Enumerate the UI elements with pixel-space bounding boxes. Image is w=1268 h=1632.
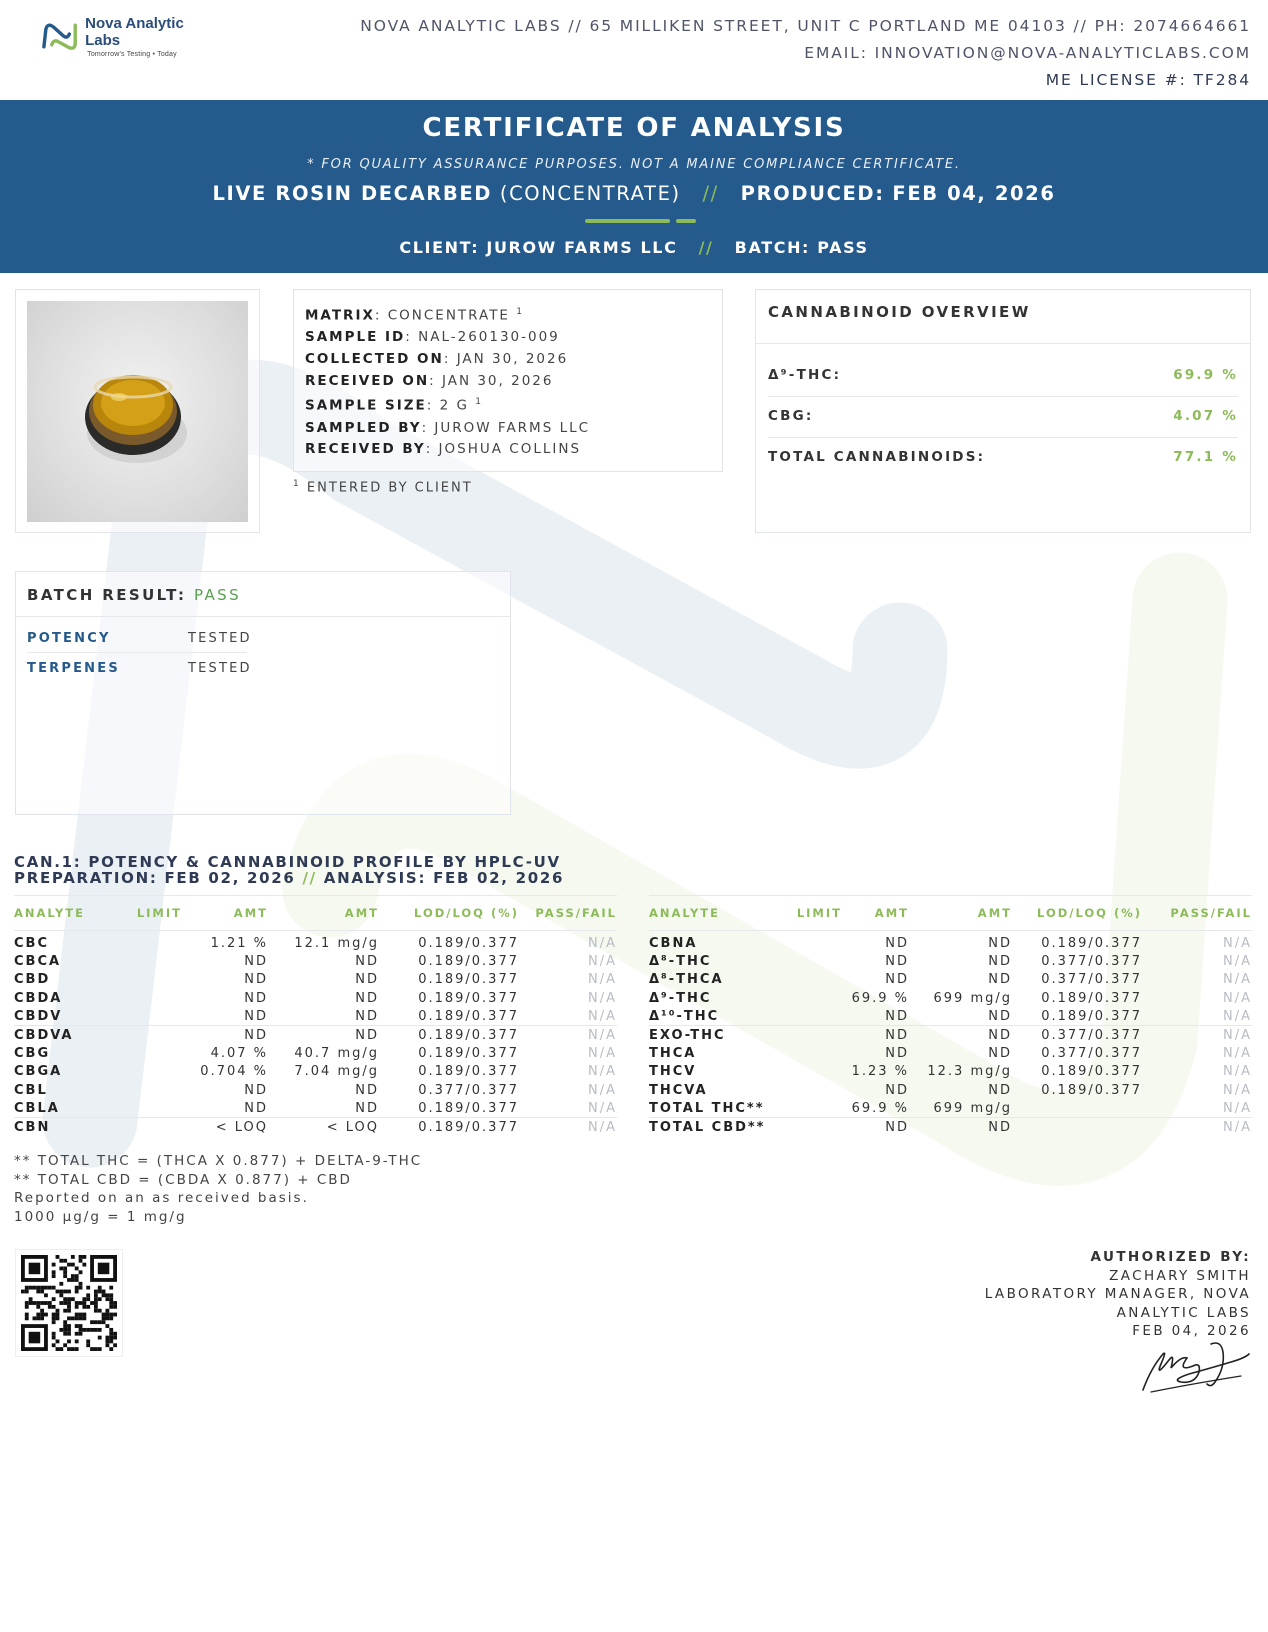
amt-mg-cell: ND	[909, 1026, 1012, 1044]
batch-result-title: BATCH RESULT: PASS	[27, 586, 241, 604]
table-row	[649, 1081, 1252, 1099]
amt-mg-cell: 12.1 mg/g	[294, 936, 379, 951]
analyte-cell: CBG	[14, 1045, 51, 1061]
batch-row-terpenes: TERPENES TESTED	[27, 661, 252, 676]
lodloq-cell	[1012, 1118, 1142, 1136]
limit-cell	[774, 1118, 842, 1136]
amt-pct-cell: ND	[244, 953, 268, 969]
col-analyte: ANALYTE	[649, 896, 774, 931]
passfail-cell: N/A	[1223, 1045, 1252, 1061]
limit-cell	[774, 1100, 842, 1118]
amt-mg-cell: 12.3 mg/g	[927, 1064, 1012, 1080]
table-row	[649, 1007, 1252, 1025]
table-row	[649, 1044, 1252, 1062]
limit-cell	[774, 1063, 842, 1081]
lodloq-cell: 0.189/0.377	[418, 1045, 519, 1061]
passfail-cell: N/A	[1223, 972, 1252, 988]
amt-mg-cell: ND	[355, 990, 379, 1006]
sample-row-received-on: RECEIVED ON: JAN 30, 2026	[305, 372, 554, 389]
amt-pct-cell: ND	[182, 1026, 268, 1044]
passfail-cell: N/A	[588, 972, 617, 988]
sample-photo	[27, 301, 248, 522]
passfail-cell: N/A	[588, 1082, 617, 1098]
limit-cell	[124, 970, 182, 988]
col-amt-mg: AMT	[268, 896, 379, 931]
certificate-disclaimer: * FOR QUALITY ASSURANCE PURPOSES. NOT A MAINE COMPLIANCE CERTIFICATE.	[307, 157, 961, 172]
qr-code-icon	[21, 1255, 117, 1351]
amt-pct-cell: 69.9 %	[851, 990, 909, 1006]
amt-pct-cell: ND	[885, 1008, 909, 1024]
lodloq-cell	[1012, 1100, 1142, 1118]
authorizer-name: ZACHARY SMITH	[1109, 1267, 1251, 1284]
sample-photo-card	[15, 289, 260, 533]
client-label: CLIENT:	[399, 238, 480, 257]
sample-row-id: SAMPLE ID: NAL-260130-009	[305, 329, 560, 346]
amt-pct-cell: 1.23 %	[851, 1064, 909, 1080]
col-limit: LIMIT	[124, 896, 182, 931]
limit-cell	[124, 1026, 182, 1044]
analyte-cell: CBD	[14, 972, 51, 988]
analyte-cell: CBNA	[649, 936, 698, 951]
analyte-cell: THCV	[649, 1064, 697, 1080]
col-lodloq: LOD/LOQ (%)	[379, 896, 519, 931]
product-line	[0, 182, 1268, 205]
note-total-cbd: ** TOTAL CBD = (CBDA X 0.877) + CBD	[14, 1171, 352, 1188]
batch-row-potency: POTENCY TESTED	[27, 623, 247, 653]
lodloq-cell: 0.189/0.377	[1041, 1008, 1142, 1024]
amt-pct-cell: 0.704 %	[200, 1064, 268, 1080]
authorization-block	[985, 1248, 1251, 1341]
analyte-cell: CBC	[14, 936, 49, 951]
lodloq-cell: 0.189/0.377	[379, 1118, 519, 1136]
sample-row-received-by: RECEIVED BY: JOSHUA COLLINS	[305, 441, 582, 458]
amt-mg-cell: 699 mg/g	[933, 990, 1012, 1006]
logo-mark-icon	[40, 19, 79, 53]
analyte-cell: CBDV	[14, 1008, 63, 1024]
passfail-cell: N/A	[588, 1008, 617, 1024]
limit-cell	[124, 989, 182, 1007]
overview-row-d9thc: Δ⁹-THC: 69.9 %	[768, 356, 1238, 397]
potency-table-right	[649, 895, 1252, 1136]
amt-pct-cell: ND	[885, 972, 909, 988]
lodloq-cell: 0.377/0.377	[1041, 1045, 1142, 1061]
col-amt-pct: AMT	[182, 896, 268, 931]
lodloq-cell: 0.189/0.377	[379, 1026, 519, 1044]
lab-email-line: EMAIL: INNOVATION@NOVA-ANALYTICLABS.COM	[804, 44, 1251, 62]
limit-cell	[124, 1063, 182, 1081]
table-row	[14, 1026, 617, 1044]
table-row	[649, 1063, 1252, 1081]
lab-license-line: ME LICENSE #: TF284	[1045, 71, 1251, 89]
passfail-cell: N/A	[519, 1118, 617, 1136]
amt-pct-cell: ND	[244, 1008, 268, 1024]
table-row	[649, 1026, 1252, 1044]
sample-row-size: SAMPLE SIZE: 2 G $^1$	[305, 397, 483, 414]
amt-mg-cell: ND	[988, 953, 1012, 969]
col-lodloq: LOD/LOQ (%)	[1012, 896, 1142, 931]
analyte-cell: Δ¹⁰-THC	[649, 1008, 720, 1024]
table-row	[649, 989, 1252, 1007]
table-row	[649, 1100, 1252, 1118]
analyte-cell: CBCA	[14, 953, 62, 969]
limit-cell	[774, 1007, 842, 1025]
lodloq-cell: 0.189/0.377	[1041, 990, 1142, 1006]
authorization-date: FEB 04, 2026	[1132, 1323, 1251, 1339]
table-row	[14, 1118, 617, 1136]
analyte-cell: CBL	[14, 1082, 48, 1098]
title-banner	[0, 100, 1268, 273]
table-row	[649, 1118, 1252, 1136]
table-row	[649, 970, 1252, 988]
limit-cell	[774, 931, 842, 953]
passfail-cell: N/A	[588, 1064, 617, 1080]
amt-mg-cell: ND	[355, 1082, 379, 1098]
client-line	[0, 238, 1268, 257]
limit-cell	[774, 1081, 842, 1099]
limit-cell	[124, 1007, 182, 1025]
amt-mg-cell: ND	[909, 1118, 1012, 1136]
amt-mg-cell: ND	[355, 1100, 379, 1116]
amt-pct-cell: ND	[244, 990, 268, 1006]
col-passfail: PASS/FAIL	[519, 896, 617, 931]
passfail-cell: N/A	[588, 1100, 617, 1116]
analyte-cell: CBGA	[14, 1064, 63, 1080]
amt-pct-cell: 1.21 %	[210, 936, 268, 951]
table-row	[649, 952, 1252, 970]
sample-row-sampled-by: SAMPLED BY: JUROW FARMS LLC	[305, 419, 591, 436]
amt-mg-cell: ND	[988, 972, 1012, 988]
amt-mg-cell: 40.7 mg/g	[294, 1045, 379, 1061]
table-row	[649, 931, 1252, 953]
limit-cell	[124, 931, 182, 953]
amt-mg-cell: ND	[355, 972, 379, 988]
passfail-cell: N/A	[1223, 1100, 1252, 1116]
passfail-cell: N/A	[1223, 990, 1252, 1006]
limit-cell	[774, 1044, 842, 1062]
limit-cell	[774, 1026, 842, 1044]
amt-pct-cell: ND	[885, 1045, 909, 1061]
analyte-cell: CBDA	[14, 990, 63, 1006]
product-type: (CONCENTRATE)	[499, 182, 681, 205]
col-passfail: PASS/FAIL	[1142, 896, 1252, 931]
table-row	[14, 989, 617, 1007]
limit-cell	[774, 970, 842, 988]
sample-row-collected: COLLECTED ON: JAN 30, 2026	[305, 350, 569, 367]
qr-code[interactable]	[15, 1249, 123, 1357]
analyte-cell: CBDVA	[14, 1026, 124, 1044]
table-row	[14, 1063, 617, 1081]
table-row	[14, 952, 617, 970]
amt-mg-cell: ND	[988, 1082, 1012, 1098]
limit-cell	[124, 1118, 182, 1136]
company-logo	[40, 14, 220, 58]
potency-notes	[14, 1152, 422, 1226]
lodloq-cell: 0.377/0.377	[1041, 953, 1142, 969]
amt-mg-cell: ND	[988, 1008, 1012, 1024]
col-analyte: ANALYTE	[14, 896, 124, 931]
analyte-cell: THCVA	[649, 1082, 708, 1098]
table-row	[14, 970, 617, 988]
analyte-cell: Δ⁹-THC	[649, 990, 712, 1006]
client-entry-footnote: $^1$ ENTERED BY CLIENT	[293, 479, 473, 496]
lodloq-cell: 0.189/0.377	[418, 990, 519, 1006]
table-row	[14, 931, 617, 953]
analyte-cell: TOTAL CBD**	[649, 1118, 774, 1136]
potency-dates: PREPARATION: FEB 02, 2026 // ANALYSIS: FEB 02, 2026	[14, 869, 565, 887]
passfail-cell: N/A	[1223, 1008, 1252, 1024]
amt-pct-cell: ND	[244, 1082, 268, 1098]
analyte-cell: THCA	[649, 1045, 697, 1061]
passfail-cell: N/A	[1142, 1118, 1252, 1136]
lab-address-line: NOVA ANALYTIC LABS // 65 MILLIKEN STREET, UNIT C PORTLAND ME 04103 // PH: 2074664661	[360, 17, 1251, 35]
lodloq-cell: 0.189/0.377	[1041, 1082, 1142, 1098]
col-amt-pct: AMT	[842, 896, 909, 931]
batch-result-card	[15, 571, 511, 815]
limit-cell	[124, 1081, 182, 1099]
analyte-cell: EXO-THC	[649, 1026, 774, 1044]
lodloq-cell: 0.189/0.377	[418, 936, 519, 951]
passfail-cell: N/A	[519, 1026, 617, 1044]
lodloq-cell: 0.189/0.377	[418, 953, 519, 969]
separator: //	[702, 182, 719, 205]
amt-mg-cell: ND	[268, 1026, 379, 1044]
batch-label: BATCH:	[734, 238, 811, 257]
col-amt-mg: AMT	[909, 896, 1012, 931]
analyte-cell: TOTAL THC**	[649, 1100, 765, 1116]
amt-mg-cell: 699 mg/g	[933, 1100, 1012, 1116]
logo-name: Nova Analytic Labs	[85, 14, 184, 49]
amt-pct-cell: ND	[244, 972, 268, 988]
authorized-by-label: AUTHORIZED BY:	[1090, 1249, 1251, 1265]
passfail-cell: N/A	[1223, 953, 1252, 969]
produced-label: PRODUCED:	[740, 182, 885, 205]
col-limit: LIMIT	[774, 896, 842, 931]
passfail-cell: N/A	[1223, 936, 1252, 951]
lodloq-cell: 0.189/0.377	[418, 1100, 519, 1116]
amt-pct-cell: ND	[885, 936, 909, 951]
amt-pct-cell: < LOQ	[182, 1118, 268, 1136]
signature-image	[1141, 1338, 1251, 1396]
amt-pct-cell: 69.9 %	[851, 1100, 909, 1116]
produced-date: FEB 04, 2026	[892, 182, 1056, 205]
amt-pct-cell: ND	[885, 953, 909, 969]
lodloq-cell: 0.189/0.377	[418, 972, 519, 988]
analyte-cell: CBLA	[14, 1100, 60, 1116]
potency-table-left	[14, 895, 617, 1136]
limit-cell	[124, 952, 182, 970]
limit-cell	[774, 952, 842, 970]
potency-section-heading	[14, 854, 564, 886]
amt-pct-cell: ND	[885, 1082, 909, 1098]
sample-row-matrix: MATRIX: CONCENTRATE $^1$	[305, 307, 524, 324]
passfail-cell: N/A	[588, 953, 617, 969]
passfail-cell: N/A	[588, 936, 617, 951]
lodloq-cell: 0.189/0.377	[1041, 1064, 1142, 1080]
lodloq-cell: 0.189/0.377	[418, 1064, 519, 1080]
lodloq-cell: 0.377/0.377	[1041, 972, 1142, 988]
passfail-cell: N/A	[1142, 1026, 1252, 1044]
passfail-cell: N/A	[1223, 1082, 1252, 1098]
product-name: LIVE ROSIN DECARBED	[212, 182, 493, 205]
authorizer-title-cont: ANALYTIC LABS	[1116, 1304, 1251, 1321]
analyte-cell: Δ⁸-THCA	[649, 972, 724, 988]
overview-title: CANNABINOID OVERVIEW	[768, 303, 1031, 321]
amt-mg-cell: ND	[988, 936, 1012, 951]
lodloq-cell: 0.189/0.377	[418, 1008, 519, 1024]
logo-tagline: Tomorrow's Testing • Today	[87, 50, 177, 58]
batch-status: PASS	[817, 238, 869, 257]
table-header-row	[14, 896, 617, 931]
sample-info-card	[293, 289, 723, 472]
amt-mg-cell: ND	[355, 953, 379, 969]
amt-pct-cell: ND	[244, 1100, 268, 1116]
lodloq-cell: 0.189/0.377	[1041, 936, 1142, 951]
separator: //	[698, 238, 714, 257]
amt-mg-cell: ND	[988, 1045, 1012, 1061]
table-row	[14, 1044, 617, 1062]
note-basis: Reported on an as received basis.	[14, 1190, 309, 1206]
limit-cell	[124, 1100, 182, 1118]
overview-row-cbg: CBG: 4.07 %	[768, 397, 1238, 438]
limit-cell	[774, 989, 842, 1007]
client-name: JUROW FARMS LLC	[486, 238, 678, 257]
amt-mg-cell: ND	[355, 1008, 379, 1024]
amt-mg-cell: 7.04 mg/g	[294, 1064, 379, 1080]
amt-pct-cell: ND	[842, 1118, 909, 1136]
passfail-cell: N/A	[588, 1045, 617, 1061]
amt-pct-cell: 4.07 %	[210, 1045, 268, 1061]
table-header-row	[649, 896, 1252, 931]
table-row	[14, 1100, 617, 1118]
overview-row-total: TOTAL CANNABINOIDS: 77.1 %	[768, 449, 1238, 465]
batch-result-status: PASS	[194, 586, 241, 604]
authorizer-title: LABORATORY MANAGER, NOVA	[984, 1286, 1251, 1302]
passfail-cell: N/A	[588, 990, 617, 1006]
note-total-thc: ** TOTAL THC = (THCA X 0.877) + DELTA-9-THC	[14, 1153, 423, 1169]
cannabinoid-overview-card	[755, 289, 1251, 533]
amt-pct-cell: ND	[842, 1026, 909, 1044]
concentrate-jar-image	[27, 301, 248, 522]
passfail-cell: N/A	[1223, 1064, 1252, 1080]
amt-mg-cell: < LOQ	[268, 1118, 379, 1136]
note-units: 1000 µg/g = 1 mg/g	[14, 1208, 187, 1225]
certificate-title: CERTIFICATE OF ANALYSIS	[422, 113, 846, 143]
limit-cell	[124, 1044, 182, 1062]
lodloq-cell: 0.377/0.377	[418, 1082, 519, 1098]
analyte-cell: CBN	[14, 1118, 124, 1136]
lodloq-cell: 0.377/0.377	[1012, 1026, 1142, 1044]
potency-title: CAN.1: POTENCY & CANNABINOID PROFILE BY HPLC-UV	[14, 853, 561, 871]
table-row	[14, 1081, 617, 1099]
table-row	[14, 1007, 617, 1025]
analyte-cell: Δ⁸-THC	[649, 953, 712, 969]
